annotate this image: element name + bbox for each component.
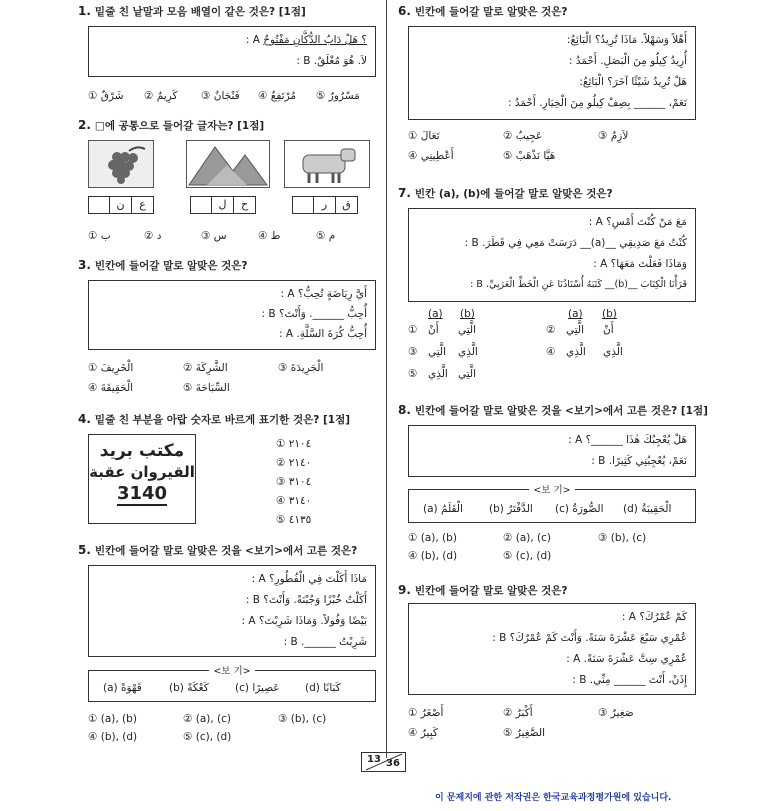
answer-option[interactable]: ④ مُرْتَفِعٌ bbox=[258, 90, 297, 102]
dialogue-box: مَعَ مَنْ كُنْتَ أَمْسِ؟ : A كُنْتُ مَعَ صَدِيقِي __(a)__ دَرَسَتْ مَعِي فِي قَطَرَ. : B وَمَاذَا فَعَلْتَ مَعَهَا؟ : A قَرَأْنَا الْكِتَابَ __(b)__ كَتَبَهُ أُسْتَاذُنَا عَنِ الْخَطِّ الْعَرَبِيِّ. : B bbox=[408, 208, 696, 302]
question-7: 7. 빈칸 (a), (b)에 들어갈 말로 알맞은 것은? مَعَ مَنْ كُنْتَ أَمْسِ؟ : A كُنْتُ مَعَ صَدِيقِي __(a)__ دَرَسَتْ مَعِي فِي قَطَرَ. : B وَمَاذَا فَعَلْتَ مَعَهَا؟ : A قَرَأْنَا الْكِتَابَ __(b)__ كَتَبَهُ أُسْتَاذُنَا عَنِ الْخَطِّ الْعَرَبِيِّ. : B (a) (b) (a) (b) ① أَنْ الَّتِي ② الَّتِي أَنْ ③ الَّتِي الَّذِي ④ الَّذِي الَّذِي ⑤ الَّذِي الَّتِي bbox=[398, 186, 698, 201]
page-total: 36 bbox=[386, 758, 400, 769]
question-3 bbox=[78, 258, 378, 394]
dialogue-box bbox=[88, 26, 376, 77]
answer-option[interactable]: ③ (b), (c) bbox=[278, 713, 327, 725]
question-text: □에 공통으로 들어갈 글자는? [1점] bbox=[94, 120, 265, 132]
answer-option[interactable]: ④ (b), (d) bbox=[408, 550, 458, 562]
answer-option[interactable]: ③ لاَزِمٌ bbox=[598, 130, 629, 142]
question-text: 빈칸에 들어갈 말로 알맞은 것은? bbox=[414, 585, 568, 597]
post-office-sign: مكتب بريد القيروان عقبة 3140 bbox=[88, 434, 196, 524]
answer-option[interactable]: ② عَجِيبٌ bbox=[503, 130, 543, 142]
mountain-image bbox=[186, 140, 270, 188]
dialogue-box: مَاذَا أَكَلْتَ فِي الْفُطُورِ؟ : A أَكَلْتُ خُبْزًا وَجُبْنَةً. وَأَنْتَ؟ : B بَيْضًا وَفُولاً. وَمَاذَا شَرِبْتَ؟ : A شَرِبْتُ ______. : B bbox=[88, 565, 376, 657]
question-9 bbox=[398, 583, 698, 739]
letter-cells: ر ق bbox=[292, 196, 358, 214]
answer-option[interactable]: ⑤ الصَّغِيرُ bbox=[503, 727, 546, 739]
question-number: 4. bbox=[78, 412, 91, 426]
answer-option[interactable]: ③ bbox=[408, 346, 418, 358]
column-header: (b) bbox=[602, 308, 617, 320]
page-current: 13 bbox=[367, 754, 381, 765]
question-text: 밑줄 친 낱말과 모음 배열이 같은 것은? [1점] bbox=[94, 6, 306, 18]
answer-option[interactable]: ③ صَغِيرٌ bbox=[598, 707, 634, 719]
answer-option[interactable]: ② أَكْبَرُ bbox=[503, 707, 533, 719]
bogi-box: <보 기> (a) قَهْوَةً (b) كَعْكَةً (c) عَصِيرًا (d) كَبَابًا bbox=[88, 670, 376, 702]
question-number: 3. bbox=[78, 258, 91, 272]
answer-option[interactable]: ③ فَنْجَانٌ bbox=[201, 90, 240, 102]
answer-option[interactable]: ① أَصْغَرُ bbox=[408, 707, 444, 719]
answer-option[interactable]: ① شَرْقٌ bbox=[88, 90, 124, 102]
copyright-footer: 이 문제지에 관한 저작권은 한국교육과정평가원에 있습니다. bbox=[435, 793, 672, 803]
answer-option[interactable]: ② الشَّرِكَةَ bbox=[183, 362, 228, 374]
answer-option[interactable]: ⑤ السِّبَاحَةَ bbox=[183, 382, 230, 394]
answer-option[interactable]: ② bbox=[546, 324, 556, 336]
question-text: 빈칸 (a), (b)에 들어갈 말로 알맞은 것은? bbox=[414, 188, 613, 200]
answer-option[interactable]: ③ الْجَرِيدَةَ bbox=[278, 362, 324, 374]
question-text: 빈칸에 들어갈 말로 알맞은 것을 <보기>에서 고른 것은? [1점] bbox=[414, 405, 708, 417]
speaker-label: : B bbox=[296, 55, 311, 67]
dialogue-line: لاَ. هُوَ مُغْلَقٌ. bbox=[313, 55, 367, 67]
question-6 bbox=[398, 4, 698, 162]
question-text: 빈칸에 들어갈 말로 알맞은 것을 <보기>에서 고른 것은? bbox=[94, 545, 358, 557]
letter-cells: ن ع bbox=[88, 196, 154, 214]
answer-option[interactable]: ① ب bbox=[88, 230, 111, 242]
answer-option[interactable]: ⑤ مَسْرُورٌ bbox=[316, 90, 360, 102]
bogi-box: <보 기> (a) الْقَلَمُ (b) الدَّفْتَرُ (c) الصُّورَةُ (d) الْحَقِيبَةُ bbox=[408, 489, 696, 523]
cow-image bbox=[284, 140, 370, 188]
answer-option[interactable]: ⑤ م bbox=[316, 230, 336, 242]
answer-option[interactable]: ④ كَبِيرٌ bbox=[408, 727, 438, 739]
dialogue-box: أَهْلاً وَسَهْلاً. مَاذَا تُرِيدُ؟ :الْبَائِعُ أُرِيدُ كِيلُو مِنَ الْبَصَلِ. : أَحْمَدُ هَلْ تُرِيدُ شَيْئًا آخَرَ؟ :الْبَائِعُ نَعَمْ، ______ بِصِفْ كِيلُو مِنَ الْخِيَارِ. : أَحْمَدُ bbox=[408, 26, 696, 120]
question-text: 빈칸에 들어갈 말로 알맞은 것은? bbox=[94, 260, 248, 272]
question-5 bbox=[78, 543, 378, 743]
answer-option[interactable]: ② (a), (c) bbox=[503, 532, 552, 544]
answer-option[interactable]: ② (a), (c) bbox=[183, 713, 232, 725]
answer-option[interactable]: ④ (b), (d) bbox=[88, 731, 138, 743]
answer-option[interactable]: ④ أَعْطِينِي bbox=[408, 150, 454, 162]
answer-option[interactable]: ④ ط bbox=[258, 230, 281, 242]
speaker-label: : A bbox=[245, 34, 260, 46]
question-number: 5. bbox=[78, 543, 91, 557]
answer-option[interactable]: ① ٢١٠٤ bbox=[276, 438, 312, 450]
answer-option[interactable]: ⑤ هَيَّا نَذْهَبْ bbox=[503, 150, 556, 162]
question-text: 밑줄 친 부분을 아랍 숫자로 바르게 표기한 것은? [1점] bbox=[94, 414, 351, 426]
answer-option[interactable]: ① (a), (b) bbox=[88, 713, 137, 725]
column-header: (a) bbox=[568, 308, 583, 320]
letter-cells: ل ح bbox=[190, 196, 256, 214]
answer-option[interactable]: ⑤ (c), (d) bbox=[183, 731, 232, 743]
question-1 bbox=[78, 4, 378, 102]
answer-option[interactable]: ③ ٣١٠٤ bbox=[276, 476, 312, 488]
question-number: 6. bbox=[398, 4, 411, 18]
answer-option[interactable]: ② كَرِيمٌ bbox=[144, 90, 178, 102]
dialogue-box: أَيَّ رِيَاضَةٍ تُحِبُّ؟ : A أُحِبُّ ______. وَأَنْتَ؟ : B أُحِبُّ كُرَةَ السَّلَّةِ. : A bbox=[88, 280, 376, 350]
answer-option[interactable]: ② د bbox=[144, 230, 162, 242]
question-number: 1. bbox=[78, 4, 91, 18]
answer-option[interactable]: ⑤ bbox=[408, 368, 418, 380]
question-number: 8. bbox=[398, 403, 411, 417]
answer-option[interactable]: ① تَعَالَ bbox=[408, 130, 440, 142]
question-4 bbox=[78, 412, 378, 526]
dialogue-box: هَلْ يُعْجِبُكَ هٰذَا ______؟ : A نَعَمْ، يُعْجِبُنِي كَثِيرًا. : B bbox=[408, 425, 696, 477]
answer-option[interactable]: ① الْخَرِيفَ bbox=[88, 362, 134, 374]
column-divider bbox=[386, 0, 387, 758]
answer-option[interactable]: ⑤ ٤١٣٥ bbox=[276, 514, 312, 526]
question-number: 2. bbox=[78, 118, 91, 132]
question-text: 빈칸에 들어갈 말로 알맞은 것은? bbox=[414, 6, 568, 18]
answer-option[interactable]: ③ (b), (c) bbox=[598, 532, 647, 544]
column-header: (b) bbox=[460, 308, 475, 320]
dialogue-line: ؟ هَلْ دَابُ الدُّكَّانِ مَفْتُوحٌ bbox=[263, 34, 367, 46]
answer-option[interactable]: ① (a), (b) bbox=[408, 532, 457, 544]
answer-option[interactable]: ② ٢١٤٠ bbox=[276, 457, 312, 469]
answer-option[interactable]: ① bbox=[408, 324, 418, 336]
answer-option[interactable]: ⑤ (c), (d) bbox=[503, 550, 552, 562]
question-number: 9. bbox=[398, 583, 411, 597]
question-2 bbox=[78, 118, 378, 242]
question-8 bbox=[398, 403, 708, 562]
answer-option[interactable]: ④ ٣١٤٠ bbox=[276, 495, 312, 507]
page-indicator bbox=[361, 752, 406, 772]
answer-option[interactable]: ④ الْحَقِيقَةَ bbox=[88, 382, 134, 394]
question-number: 7. bbox=[398, 186, 411, 200]
column-header: (a) bbox=[428, 308, 443, 320]
answer-option[interactable]: ④ bbox=[546, 346, 556, 358]
grapes-image bbox=[88, 140, 154, 188]
dialogue-box: كَمْ عُمْرُكَ؟ : A عُمْرِي سَبْعَ عَشْرَةَ سَنَةً. وَأَنْتَ كَمْ عُمْرُكَ؟ : B عُمْرِي سِتَّ عَشْرَةَ سَنَةً. : A إِذَنْ، أَنْتَ ______ مِنِّي. : B bbox=[408, 603, 696, 695]
answer-option[interactable]: ③ س bbox=[201, 230, 227, 242]
